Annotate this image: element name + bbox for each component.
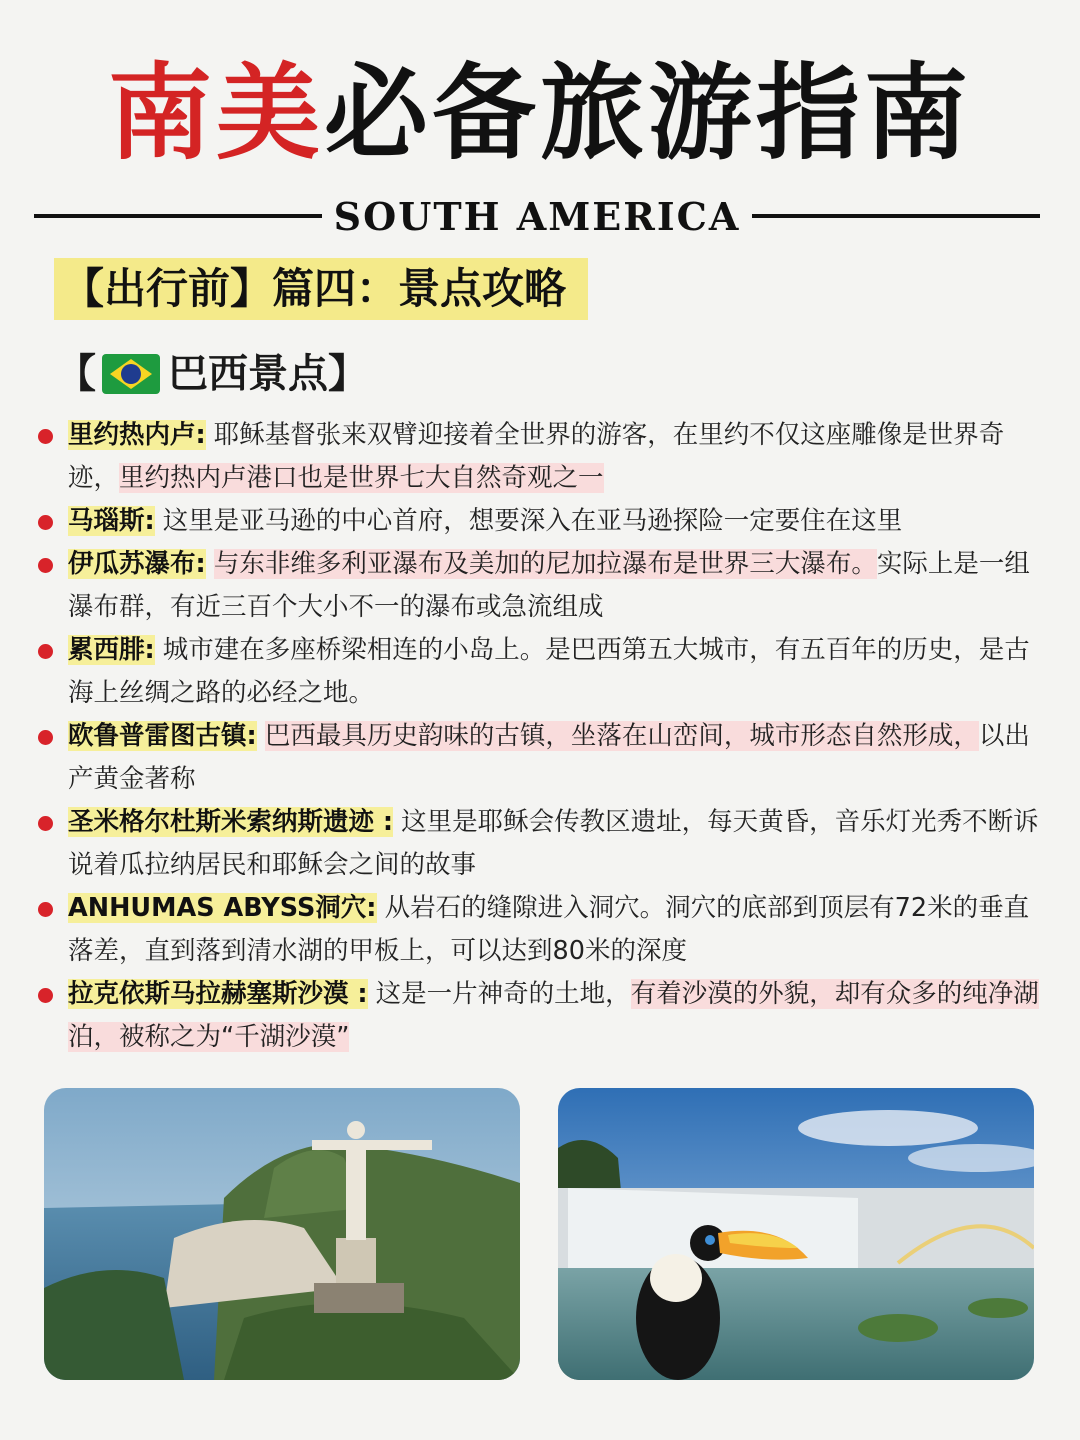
- iguazu-illustration: [558, 1088, 1034, 1380]
- item-name: 里约热内卢:: [68, 420, 206, 450]
- item-name: 圣米格尔杜斯米索纳斯遗迹 :: [68, 807, 394, 837]
- divider-right: [752, 214, 1040, 218]
- item-text: 从岩石的缝隙进入洞穴。洞穴的底部到顶层有72米的垂直落差，直到落到清水湖的甲板上，可以达到80米的深度: [68, 893, 1030, 966]
- item-name: ANHUMAS ABYSS洞穴:: [68, 893, 377, 923]
- item-name: 拉克依斯马拉赫塞斯沙漠 :: [68, 979, 368, 1009]
- page-title: [0, 48, 1080, 178]
- title-red: 南美: [107, 52, 324, 174]
- item-text: 这里是耶稣会传教区遗址，每天黄昏，音乐灯光秀不断诉说着瓜拉纳居民和耶稣会之间的故事: [68, 807, 1039, 880]
- section-banner: 【出行前】篇四：景点攻略: [54, 258, 588, 320]
- item-text: [206, 549, 214, 579]
- bullet-icon: [38, 644, 53, 659]
- item-text: [257, 721, 265, 751]
- bullet-icon: [38, 515, 53, 530]
- country-name: 巴西景点: [168, 351, 328, 397]
- divider-left: [34, 214, 322, 218]
- item-name: 伊瓜苏瀑布:: [68, 549, 206, 579]
- subtitle-row: [34, 192, 1040, 240]
- attraction-list: [34, 414, 1044, 1059]
- list-item: [34, 887, 1044, 973]
- list-item: [34, 801, 1044, 887]
- item-after: 实际上是一组瀑布群，有近三百个大小不一的瀑布或急流组成: [68, 549, 1030, 622]
- item-highlight: 与东非维多利亚瀑布及美加的尼加拉瀑布是世界三大瀑布。: [213, 549, 877, 579]
- item-highlight: 里约热内卢港口也是世界七大自然奇观之一: [119, 463, 604, 493]
- item-name: 马瑙斯:: [68, 506, 155, 536]
- rio-illustration: [44, 1088, 520, 1380]
- item-name: 欧鲁普雷图古镇:: [68, 721, 257, 751]
- title-black: 必备旅游指南: [324, 52, 973, 174]
- bullet-icon: [38, 816, 53, 831]
- item-text: 这里是亚马逊的中心首府，想要深入在亚马逊探险一定要住在这里: [154, 506, 903, 536]
- list-item: [34, 500, 1044, 543]
- bracket-open: 【: [56, 351, 96, 397]
- brazil-flag-icon: [102, 354, 160, 394]
- list-item: [34, 629, 1044, 715]
- list-item: [34, 973, 1044, 1059]
- item-text: 耶稣基督张来双臂迎接着全世界的游客，在里约不仅这座雕像是世界奇迹，: [68, 420, 1005, 493]
- bullet-icon: [38, 730, 53, 745]
- item-highlight: 有着沙漠的外貌，却有众多的纯净湖泊，被称之为“千湖沙漠”: [68, 979, 1039, 1052]
- photo-christ-the-redeemer: [44, 1088, 520, 1380]
- list-item: [34, 715, 1044, 801]
- bullet-icon: [38, 902, 53, 917]
- item-name: 累西腓:: [68, 635, 155, 665]
- item-highlight: 巴西最具历史韵味的古镇，坐落在山峦间，城市形态自然形成，: [264, 721, 979, 751]
- list-item: [34, 543, 1044, 629]
- subtitle: SOUTH AMERICA: [333, 193, 741, 239]
- bullet-icon: [38, 988, 53, 1003]
- bullet-icon: [38, 429, 53, 444]
- bracket-close: 】: [328, 351, 368, 397]
- item-text: 城市建在多座桥梁相连的小岛上。是巴西第五大城市，有五百年的历史，是古海上丝绸之路的必经之地。: [68, 635, 1030, 708]
- country-heading: [56, 344, 368, 404]
- bullet-icon: [38, 558, 53, 573]
- item-text: 这是一片神奇的土地，: [367, 979, 631, 1009]
- list-item: [34, 414, 1044, 500]
- item-after: 以出产黄金著称: [68, 721, 1030, 794]
- photo-iguazu-toucan: [558, 1088, 1034, 1380]
